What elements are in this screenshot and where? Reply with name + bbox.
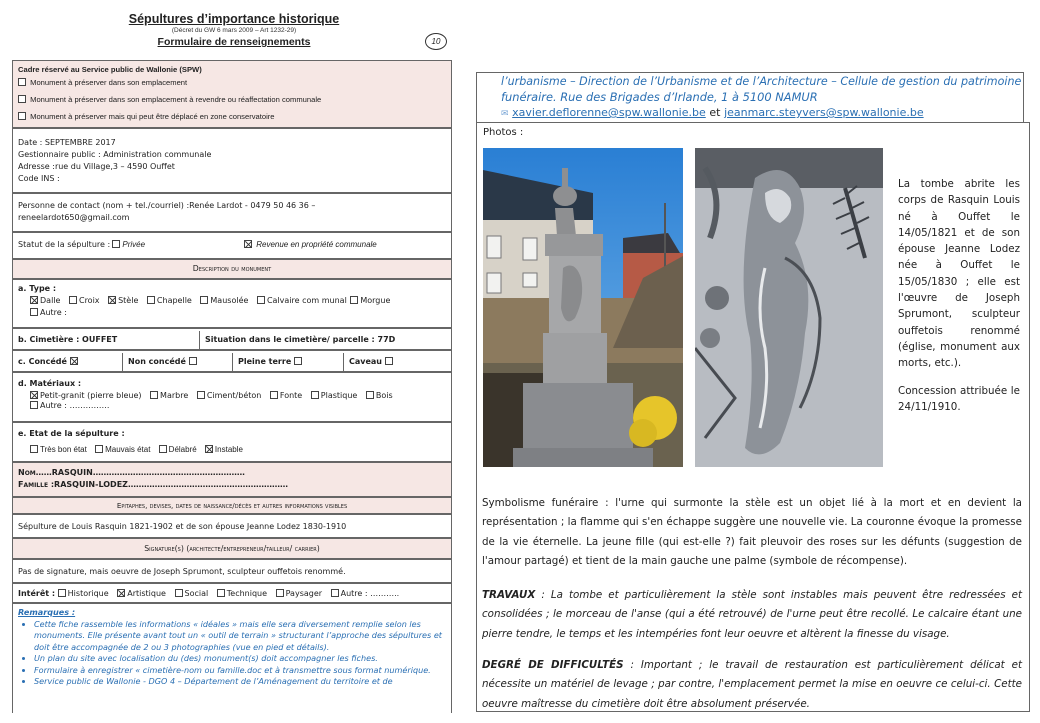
- spw-contact-line2: funéraire. Rue des Brigades d’Irlande, 1 à 5100 NAMUR: [501, 89, 818, 104]
- spw-reserved-box: [12, 60, 452, 128]
- checkbox-icon[interactable]: [58, 589, 66, 597]
- form-title: Sépultures d’importance historique: [128, 12, 340, 26]
- nom-section: [12, 462, 452, 497]
- checkbox-icon[interactable]: [18, 112, 26, 120]
- checkbox-icon[interactable]: [147, 296, 155, 304]
- checkbox-icon[interactable]: [366, 391, 374, 399]
- remarque-item: • Formulaire à enregistrer « cimetière-nom ou famille.doc et à transmettre sous format numérique.: [34, 665, 446, 677]
- interet-label: Intérêt :: [18, 589, 56, 598]
- materiaux-section: [12, 372, 452, 422]
- tomb-photo-image: [483, 148, 683, 467]
- epitaphes-text: Sépulture de Louis Rasquin 1821-1902 et de son épouse Jeanne Lodez 1830-1910: [18, 522, 347, 531]
- checked-checkbox-icon[interactable]: [117, 589, 125, 597]
- email-icon: ✉: [501, 109, 509, 119]
- famille-field: Famille :RASQUIN-LODEZ……………………………………………………: [18, 480, 288, 489]
- checkbox-icon[interactable]: [150, 391, 158, 399]
- gestionnaire-field: Gestionnaire public : Administration communale: [18, 150, 212, 159]
- photo-caption: [898, 176, 1020, 426]
- checkbox-icon[interactable]: [18, 78, 26, 86]
- checkbox-icon[interactable]: [276, 589, 284, 597]
- concession-row: c. Concédé Non concédé Pleine terre Caveau: [12, 350, 452, 372]
- decree-reference: (Décret du GW 6 mars 2009 – Art 1232-29): [171, 27, 297, 34]
- symbolisme-paragraph: Symbolisme funéraire : l'urne qui surmonte la stèle est un objet lié à la mort et en devient la représentation ; la flamme qui s'en échappe suggère une nouvelle vie. La couronne évoque la promesse de la vie éternelle. La jeune fille (qui est-elle ?) fait pleuvoir des roses sur les défunts (suggestion de l'amour partagé) et tient de la main gauche une palme (symbole de récompense).: [482, 497, 1022, 567]
- contact-box: [12, 193, 452, 232]
- checkbox-icon[interactable]: [200, 296, 208, 304]
- email-link-deflorenne[interactable]: xavier.deflorenne@spw.wallonie.be: [512, 106, 706, 119]
- checkbox-icon[interactable]: [331, 589, 339, 597]
- remarque-item: • Cette fiche rassemble les informations « idéales » mais elle sera diversement remplie selon les monuments. Elle présente avant tout un « outil de terrain » structurant l’approche des sépultures et doit être accompagnée de 2 ou 3 photographies (vue en pied et détails).: [34, 619, 446, 654]
- interet-options: Intérêt : Historique Artistique Social Technique Paysager Autre : ………..: [18, 589, 400, 598]
- difficultes-paragraph: DEGRÉ DE DIFFICULTÉS : Important ; le travail de restauration est particulièrement délicat et nécessite un matériel de levage ; par contre, l'emplacement permet la mise en oeuvre ce celui-ci. Cette oeuvre maîtresse du cimetière doit être absolument préservée.: [482, 659, 1022, 710]
- checkbox-icon[interactable]: [350, 296, 358, 304]
- checked-checkbox-icon[interactable]: [108, 296, 116, 304]
- interet-box: [12, 583, 452, 603]
- spw-option[interactable]: Monument à préserver dans son emplacement à revendre ou réaffectation communale: [18, 94, 446, 106]
- spw-option[interactable]: Monument à préserver mais qui peut être déplacé en zone conservatoire: [18, 111, 446, 123]
- checkbox-icon[interactable]: [18, 95, 26, 103]
- materiaux-label: d. Matériaux :: [18, 379, 82, 388]
- remarques-box: [12, 603, 452, 713]
- spw-box-title: Cadre réservé au Service public de Wallonie (SPW): [18, 65, 202, 74]
- checkbox-icon[interactable]: [30, 445, 38, 453]
- contact-line: Personne de contact (nom + tel./courriel) :Renée Lardot - 0479 50 46 36 –: [18, 201, 316, 210]
- remarques-title: Remarques :: [18, 607, 76, 617]
- type-section: [12, 279, 452, 328]
- checked-checkbox-icon[interactable]: [30, 391, 38, 399]
- checkbox-icon[interactable]: [257, 296, 265, 304]
- checkbox-icon[interactable]: [217, 589, 225, 597]
- statut-box: [12, 232, 452, 259]
- etat-label: e. Etat de la sépulture :: [18, 429, 125, 438]
- signatures-header: Signature(s) (architecte/entrepreneur/tailleur/ carrier): [12, 538, 452, 559]
- checkbox-icon[interactable]: [270, 391, 278, 399]
- checkbox-icon[interactable]: [30, 308, 38, 316]
- photos-box: [476, 122, 1030, 712]
- checked-checkbox-icon[interactable]: [30, 296, 38, 304]
- photos-label: Photos :: [483, 127, 524, 138]
- statut-option-privee: Privée: [122, 240, 146, 249]
- form-subtitle: Formulaire de renseignements: [157, 36, 311, 48]
- spw-contact-box: [476, 72, 1024, 123]
- cimetiere-row: [12, 328, 452, 350]
- checkbox-icon[interactable]: [294, 357, 302, 365]
- checkbox-icon[interactable]: [69, 296, 77, 304]
- checkbox-icon[interactable]: [30, 401, 38, 409]
- difficultes-label: DEGRÉ DE DIFFICULTÉS: [482, 659, 624, 671]
- tomb-description: La tombe abrite les corps de Rasquin Louis né à Ouffet le 14/05/1821 et de son épouse Jeanne Lodez née à Ouffet le 15/05/1830 ; elle est l'œuvre de Joseph Sprumont, sculpteur ouffetois renommé (église, monument aux morts, etc.).: [898, 178, 1020, 370]
- checkbox-icon[interactable]: [385, 357, 393, 365]
- relief-detail-photo: [695, 148, 883, 467]
- checked-checkbox-icon[interactable]: [244, 240, 252, 248]
- adresse-field: Adresse :rue du Village,3 – 4590 Ouffet: [18, 162, 175, 171]
- page-number-mark: 10: [425, 33, 447, 50]
- checkbox-icon[interactable]: [112, 240, 120, 248]
- etat-options: Très bon état Mauvais état Délabré Instable: [18, 444, 446, 456]
- remarque-item: • Service public de Wallonie - DGO 4 – Département de l’Aménagement du territoire et de: [34, 676, 446, 688]
- statut-option-communale: Revenue en propriété communale: [256, 240, 377, 249]
- type-label: a. Type :: [18, 284, 57, 293]
- situation-field: Situation dans le cimetière/ parcelle : 77D: [205, 335, 396, 344]
- etat-section: [12, 422, 452, 462]
- general-info-box: [12, 128, 452, 193]
- checkbox-icon[interactable]: [189, 357, 197, 365]
- epitaphes-box: [12, 514, 452, 538]
- checked-checkbox-icon[interactable]: [205, 445, 213, 453]
- date-field: Date : SEPTEMBRE 2017: [18, 138, 116, 147]
- relief-photo-image: [695, 148, 883, 467]
- checkbox-icon[interactable]: [175, 589, 183, 597]
- travaux-paragraph: TRAVAUX : La tombe et particulièrement la stèle sont instables mais peuvent être redressées et consolidées ; le morceau de l'anse (qui a été retrouvé) de l'urne peut être recollé. Le calcaire étant une pierre tendre, le temps et les intempéries font leur oeuvre et altèrent la finesse du visage.: [482, 589, 1022, 640]
- description-header: Description du monument: [12, 259, 452, 279]
- materiaux-autre: Autre : ……………: [40, 401, 110, 410]
- signatures-text: Pas de signature, mais oeuvre de Joseph Sprumont, sculpteur ouffetois renommé.: [18, 567, 346, 576]
- type-options: Dalle Croix Stèle Chapelle Mausolée Calvaire com munal Morgue: [18, 295, 446, 307]
- checkbox-icon[interactable]: [197, 391, 205, 399]
- spw-option[interactable]: Monument à préserver dans son emplacement: [18, 77, 446, 89]
- tomb-photo: [483, 148, 683, 467]
- checked-checkbox-icon[interactable]: [70, 357, 78, 365]
- spw-contact-line1: l’urbanisme – Direction de l’Urbanisme et de l’Architecture – Cellule de gestion du patrimoine: [501, 75, 1022, 88]
- code-ins-field: Code INS :: [18, 174, 60, 183]
- checkbox-icon[interactable]: [159, 445, 167, 453]
- epitaphes-header: Epitaphes, devises, dates de naissance/décès et autres informations visibles: [12, 497, 452, 514]
- et-text: et: [709, 106, 721, 119]
- cimetiere-field: b. Cimetière : OUFFET: [13, 331, 200, 349]
- type-autre: Autre :: [40, 308, 67, 317]
- checkbox-icon[interactable]: [311, 391, 319, 399]
- checkbox-icon[interactable]: [95, 445, 103, 453]
- travaux-label: TRAVAUX: [482, 589, 536, 601]
- signatures-box: [12, 559, 452, 583]
- concession-date: Concession attribuée le 24/11/1910.: [898, 384, 1020, 413]
- materiaux-options: Petit-granit (pierre bleue) Marbre Ciment/béton Fonte Plastique Bois: [18, 390, 446, 402]
- nom-field: Nom……RASQUIN…………………………………………………: [18, 468, 245, 477]
- contact-email: reneelardot650@gmail.com: [18, 213, 130, 222]
- remarque-item: • Un plan du site avec localisation du (des) monument(s) doit accompagner les fiches.: [34, 653, 446, 665]
- email-link-steyvers[interactable]: jeanmarc.steyvers@spw.wallonie.be: [724, 106, 924, 119]
- statut-label: Statut de la sépulture :: [18, 240, 111, 249]
